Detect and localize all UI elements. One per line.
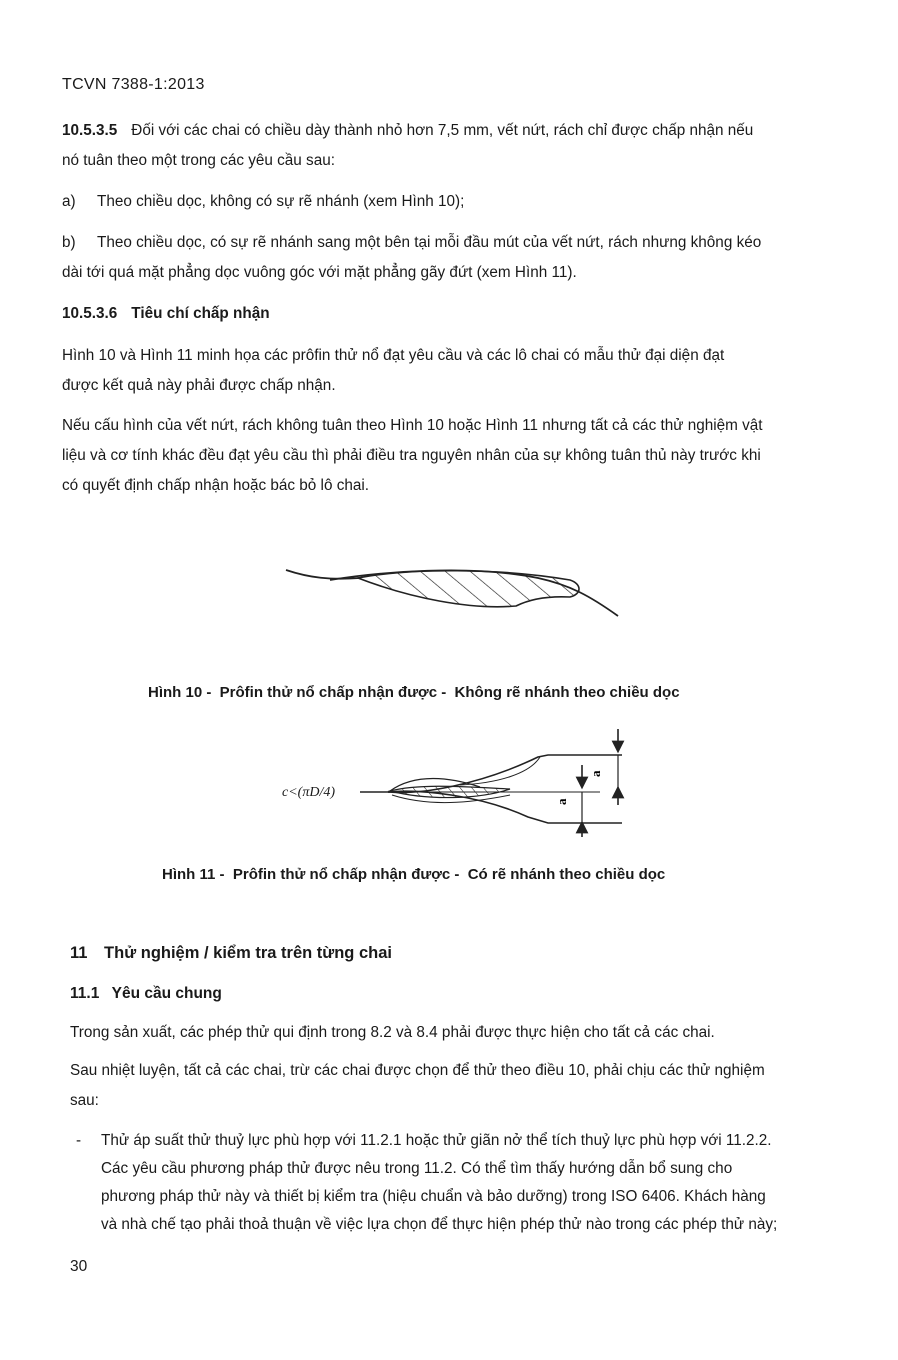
paragraph-1-line1: Hình 10 và Hình 11 minh họa các prôfin thử nổ đạt yêu cầu và các lô chai có mẫu thử đại diện đạt [62,347,725,364]
figure-10-caption: Hình 10 - Prôfin thử nổ chấp nhận được - Không rẽ nhánh theo chiều dọc [148,684,680,701]
paragraph-3: Trong sản xuất, các phép thử qui định trong 8.2 và 8.4 phải được thực hiện cho tất cả các chai. [70,1024,715,1041]
figure-11-caption: Hình 11 - Prôfin thử nổ chấp nhận được - Có rẽ nhánh theo chiều dọc [162,866,666,883]
clause-title: Tiêu chí chấp nhận [131,305,270,322]
paragraph-4-line1: Sau nhiệt luyện, tất cả các chai, trừ các chai được chọn để thử theo điều 10, phải chịu các thử nghiệm [70,1062,765,1079]
clause-10-5-3-5-line2: nó tuân theo một trong các yêu cầu sau: [62,152,335,169]
clause-10-5-3-5-line1 [62,116,753,146]
document-header: TCVN 7388-1:2013 [62,76,205,93]
clause-number: 10.5.3.6 [62,305,118,322]
section-11-1-heading [70,985,222,1003]
figure-11-label-a-lower: a [554,798,569,805]
bullet-1-line4: và nhà chế tạo phải thoả thuận về việc lựa chọn để thực hiện phép thử nào trong các phép thử này; [101,1216,778,1233]
bullet-1-line1: Thử áp suất thử thuỷ lực phù hợp với 11.2.1 hoặc thử giãn nở thể tích thuỷ lực phù hợp với 11.2.2. [101,1132,772,1149]
list-item-b-line1: Theo chiều dọc, có sự rẽ nhánh sang một bên tại mỗi đầu mút của vết nứt, rách nhưng không kéo [97,234,762,251]
section-number: 11 [70,944,88,962]
paragraph-2-line2: liệu và cơ tính khác đều đạt yêu cầu thì phải điều tra nguyên nhân của sự không tuân thủ này trước khi [62,447,761,464]
list-item-a-text: Theo chiều dọc, không có sự rẽ nhánh (xem Hình 10); [97,193,465,210]
figure-11-label-a-upper: a [588,770,603,777]
page-number: 30 [70,1258,88,1275]
paragraph-1-line2: được kết quả này phải được chấp nhận. [62,377,336,394]
list-item-b-line2: dài tới quá mặt phẳng dọc vuông góc với mặt phẳng gãy đứt (xem Hình 11). [62,264,577,281]
section-title: Thử nghiệm / kiểm tra trên từng chai [104,944,392,962]
section-11-heading [70,944,392,963]
bullet-1-line3: phương pháp thử này và thiết bị kiểm tra (hiệu chuẩn và bảo dưỡng) trong ISO 6406. Khách hàng [101,1188,766,1205]
clause-text: Đối với các chai có chiều dày thành nhỏ hơn 7,5 mm, vết nứt, rách chỉ được chấp nhận nếu [131,122,754,139]
clause-10-5-3-6-heading [62,299,270,329]
paragraph-2-line1: Nếu cấu hình của vết nứt, rách không tuân theo Hình 10 hoặc Hình 11 nhưng tất cả các thử nghiệm vật [62,417,763,434]
figure-11-profile-drawing [360,725,640,840]
list-item-a-marker: a) [62,193,76,210]
figure-11-label-c: c<(πD/4) [282,785,335,800]
paragraph-2-line3: có quyết định chấp nhận hoặc bác bỏ lô chai. [62,477,370,494]
list-item-b-marker: b) [62,234,76,251]
paragraph-4-line2: sau: [70,1092,99,1109]
clause-number: 10.5.3.5 [62,122,118,139]
bullet-marker: - [76,1132,82,1149]
section-number: 11.1 [70,985,100,1002]
section-title: Yêu cầu chung [111,985,222,1002]
bullet-1-line2: Các yêu cầu phương pháp thử được nêu trong 11.2. Có thể tìm thấy hướng dẫn bổ sung cho [101,1160,733,1177]
figure-10-profile-drawing [270,550,640,630]
